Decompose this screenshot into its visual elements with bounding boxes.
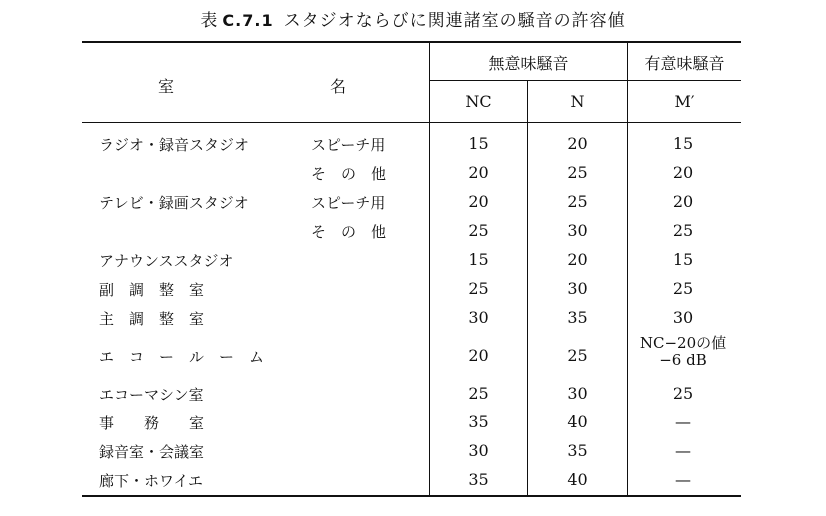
row-m-value: 20 [672,192,694,211]
table-title-text: スタジオならびに関連諸室の騒音の許容値 [283,11,626,31]
row-nc-value: 20 [468,346,489,365]
row-nc-value: 35 [468,412,489,431]
header-n: N [570,92,585,111]
row-m-value: — [675,470,691,489]
table-title [0,6,826,31]
header-bottom-rule [82,122,741,123]
row-n-value: 35 [567,308,588,327]
header-unpleasant-noise: 無意味騒音 [488,54,569,73]
table-title-prefix: 表 [200,11,219,31]
row-nc-value: 25 [468,221,489,240]
row-sub-category: スピーチ用 [311,194,386,212]
row-room-name: 副 調 整 室 [99,281,205,299]
row-nc-value: 25 [468,384,489,403]
header-room: 室 [158,77,175,96]
row-sub-category: そ の 他 [311,165,387,183]
header-meaningful-noise: 有意味騒音 [644,54,725,73]
row-m-value: 25 [672,221,694,240]
row-room-name: 事 務 室 [99,414,205,432]
row-nc-value: 20 [468,192,489,211]
row-m-value: — [675,412,691,431]
row-m-value: 20 [672,163,694,182]
row-n-value: 35 [567,441,588,460]
row-n-value: 30 [567,221,588,240]
row-room-name: アナウンススタジオ [99,252,234,270]
row-m-value: 15 [672,250,694,269]
row-room-name: エ コ ー ル ー ム [99,348,265,366]
row-room-name: 廊下・ホワイエ [99,472,203,490]
table-top-rule [82,41,741,43]
row-m-value: 25 [672,279,694,298]
row-nc-value: 30 [468,441,489,460]
row-sub-category: スピーチ用 [311,136,386,154]
row-nc-value: 35 [468,470,489,489]
row-nc-value: 15 [468,134,489,153]
row-m-note [628,335,738,369]
row-room-name: 録音室・会議室 [99,443,205,461]
row-room-name: テレビ・録画スタジオ [99,194,249,212]
row-room-name: ラジオ・録音スタジオ [99,136,250,154]
row-sub-category: そ の 他 [311,223,387,241]
row-nc-value: 30 [468,308,489,327]
row-nc-value: 15 [468,250,489,269]
row-n-value: 20 [567,134,588,153]
table-bottom-rule [82,495,741,497]
row-n-value: 25 [567,192,588,211]
table-title-number: C.7.1 [222,11,274,30]
row-room-name: 主 調 整 室 [99,310,205,328]
row-n-value: 25 [567,163,588,182]
row-n-value: 40 [567,412,588,431]
row-n-value: 30 [567,279,588,298]
header-name: 名 [330,77,347,96]
row-nc-value: 25 [468,279,489,298]
row-m-value: 15 [672,134,694,153]
row-m-value: — [675,441,691,460]
row-m-value: 25 [672,384,694,403]
row-m-note-line2: −6 dB [659,351,707,369]
row-n-value: 25 [567,346,588,365]
header-mid-rule [429,80,741,81]
header-nc: NC [465,92,492,111]
row-nc-value: 20 [468,163,489,182]
row-n-value: 40 [567,470,588,489]
header-m: M′ [674,92,695,111]
row-n-value: 30 [567,384,588,403]
row-m-note-line1: NC−20の値 [639,334,727,352]
row-m-value: 30 [672,308,694,327]
row-room-name: エコーマシン室 [99,386,204,404]
row-n-value: 20 [567,250,588,269]
